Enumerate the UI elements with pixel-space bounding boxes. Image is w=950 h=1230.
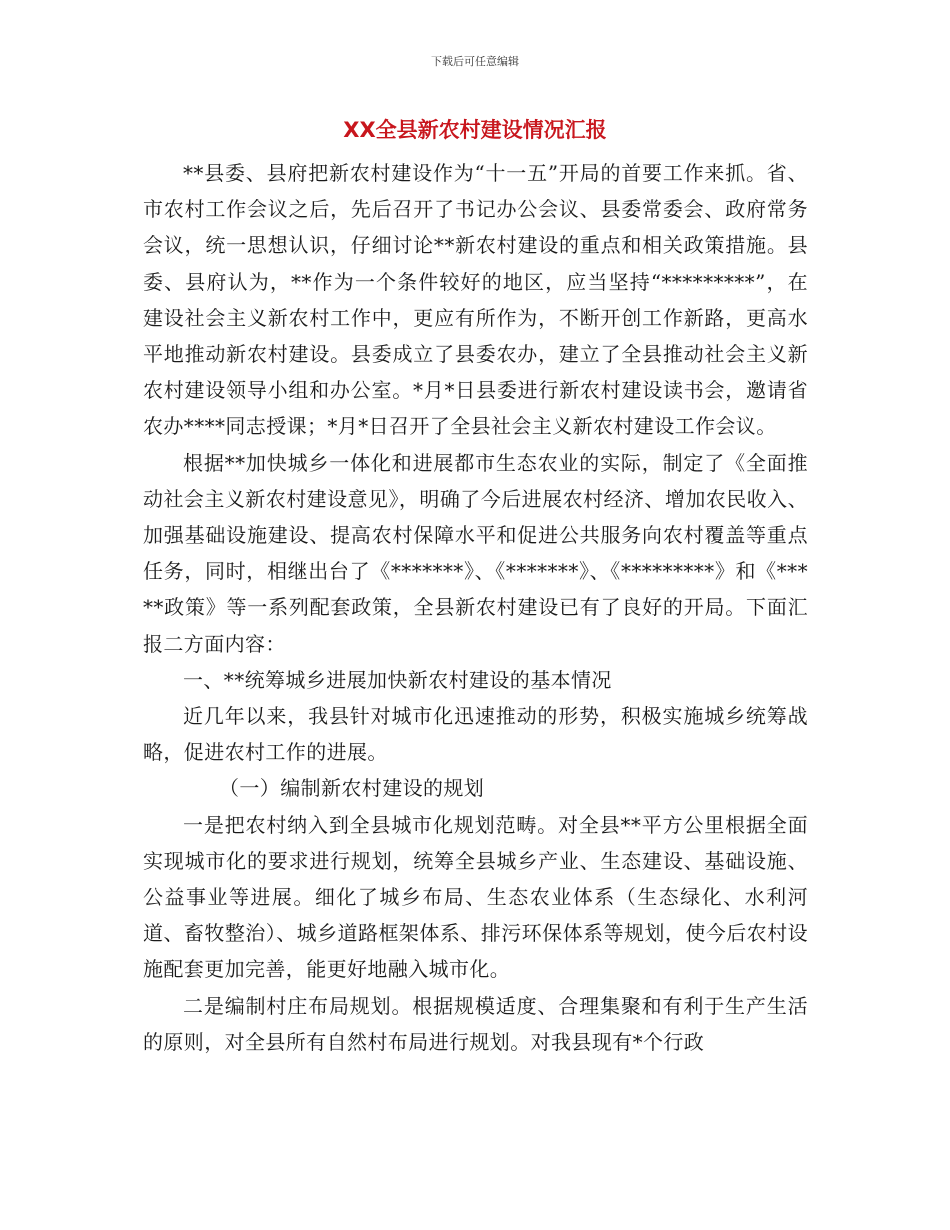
document-body xyxy=(143,155,808,1060)
paragraph: 根据**加快城乡一体化和进展都市生态农业的实际，制定了《全面推动社会主义新农村建设意见》，明确了今后进展农村经济、增加农民收入、加强基础设施建设、提高农村保障水平和促进公共服务向农村覆盖等重点任务，同时，相继出台了《*******》、《*******》、《*********》和《*****政策》等一系列配套政策，全县新农村建设已有了良好的开局。下面汇报二方面内容： xyxy=(143,450,808,656)
section-heading: 一、**统筹城乡进展加快新农村建设的基本情况 xyxy=(183,667,612,692)
paragraph: **县委、县府把新农村建设作为“十一五”开局的首要工作来抓。省、市农村工作会议之后，先后召开了书记办公会议、县委常委会、政府常务会议，统一思想认识，仔细讨论**新农村建设的重点和相关政策措施。县委、县府认为，**作为一个条件较好的地区，应当坚持“*********”，在建设社会主义新农村工作中，更应有所作为，不断开创工作新路，更高水平地推动新农村建设。县委成立了县委农办，建立了全县推动社会主义新农村建设领导小组和办公室。*月*日县委进行新农村建设读书会，邀请省农办****同志授课；*月*日召开了全县社会主义新农村建设工作会议。 xyxy=(143,161,808,439)
document-title: XX全县新农村建设情况汇报 xyxy=(343,118,607,142)
paragraph: 一是把农村纳入到全县城市化规划范畴。对全县**平方公里根据全面实现城市化的要求进行规划，统筹全县城乡产业、生态建设、基础设施、公益事业等进展。细化了城乡布局、生态农业体系（生态绿化、水利河道、畜牧整治）、城乡道路框架体系、排污环保体系等规划，使今后农村设施配套更加完善，能更好地融入城市化。 xyxy=(143,812,808,982)
subsection-heading: （一）编制新农村建设的规划 xyxy=(219,776,485,801)
paragraph: 二是编制村庄布局规划。根据规模适度、合理集聚和有利于生产生活的原则，对全县所有自然村布局进行规划。对我县现有*个行政 xyxy=(143,993,808,1054)
header-note: 下载后可任意编辑 xyxy=(431,55,519,68)
paragraph: 近几年以来，我县针对城市化迅速推动的形势，积极实施城乡统筹战略，促进农村工作的进展。 xyxy=(143,704,808,765)
